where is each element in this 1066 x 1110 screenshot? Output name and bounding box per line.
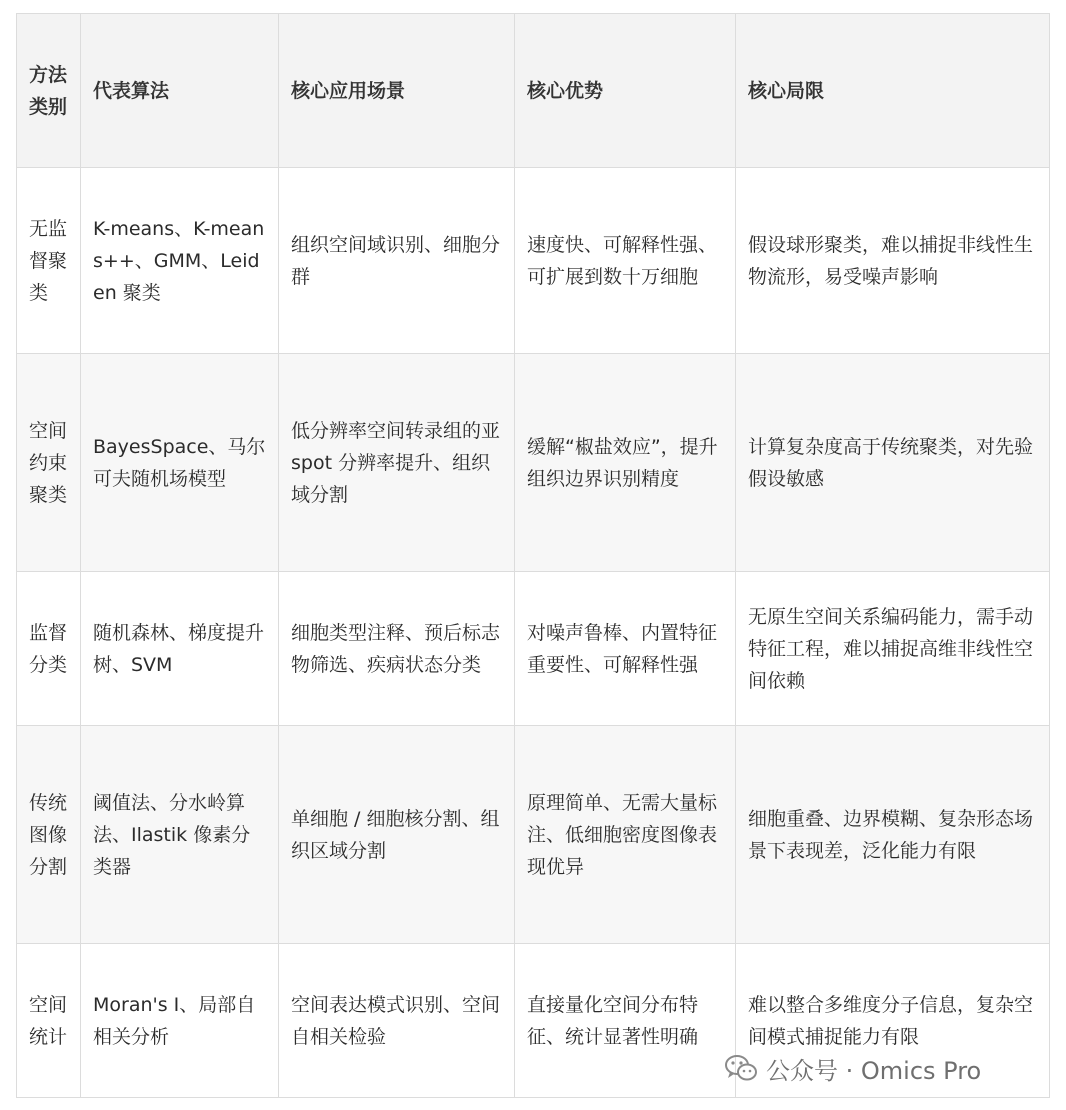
cell-scenarios: 组织空间域识别、细胞分群 — [279, 168, 515, 354]
header-advantages: 核心优势 — [515, 14, 736, 168]
methods-table — [16, 13, 1050, 1098]
cell-category: 监督分类 — [17, 572, 81, 726]
cell-algorithms: Moran's I、局部自相关分析 — [81, 944, 279, 1098]
cell-advantages: 缓解“椒盐效应”，提升组织边界识别精度 — [515, 354, 736, 572]
cell-algorithms: 阈值法、分水岭算法、Ilastik 像素分类器 — [81, 726, 279, 944]
table-row — [17, 726, 1050, 944]
cell-limitations: 无原生空间关系编码能力，需手动特征工程，难以捕捉高维非线性空间依赖 — [736, 572, 1050, 726]
cell-limitations: 难以整合多维度分子信息，复杂空间模式捕捉能力有限 — [736, 944, 1050, 1098]
cell-limitations: 假设球形聚类，难以捕捉非线性生物流形，易受噪声影响 — [736, 168, 1050, 354]
cell-scenarios: 低分辨率空间转录组的亚 spot 分辨率提升、组织域分割 — [279, 354, 515, 572]
cell-category: 空间约束聚类 — [17, 354, 81, 572]
cell-limitations: 计算复杂度高于传统聚类，对先验假设敏感 — [736, 354, 1050, 572]
cell-advantages: 对噪声鲁棒、内置特征重要性、可解释性强 — [515, 572, 736, 726]
table-row — [17, 354, 1050, 572]
cell-category: 空间统计 — [17, 944, 81, 1098]
cell-scenarios: 单细胞 / 细胞核分割、组织区域分割 — [279, 726, 515, 944]
header-category: 方法类别 — [17, 14, 81, 168]
watermark-text: 公众号 · Omics Pro — [766, 1056, 982, 1085]
header-scenarios: 核心应用场景 — [279, 14, 515, 168]
header-algorithms: 代表算法 — [81, 14, 279, 168]
cell-scenarios: 空间表达模式识别、空间自相关检验 — [279, 944, 515, 1098]
cell-scenarios: 细胞类型注释、预后标志物筛选、疾病状态分类 — [279, 572, 515, 726]
cell-limitations: 细胞重叠、边界模糊、复杂形态场景下表现差，泛化能力有限 — [736, 726, 1050, 944]
wechat-icon — [724, 1053, 758, 1083]
cell-algorithms: K-means、K-means++、GMM、Leiden 聚类 — [81, 168, 279, 354]
cell-category: 传统图像分割 — [17, 726, 81, 944]
cell-advantages: 原理简单、无需大量标注、低细胞密度图像表现优异 — [515, 726, 736, 944]
cell-advantages: 直接量化空间分布特征、统计显著性明确 — [515, 944, 736, 1098]
cell-advantages: 速度快、可解释性强、可扩展到数十万细胞 — [515, 168, 736, 354]
table-header-row — [17, 14, 1050, 168]
table-row — [17, 168, 1050, 354]
header-limitations: 核心局限 — [736, 14, 1050, 168]
cell-algorithms: 随机森林、梯度提升树、SVM — [81, 572, 279, 726]
table-row — [17, 572, 1050, 726]
watermark — [724, 1050, 981, 1086]
cell-algorithms: BayesSpace、马尔可夫随机场模型 — [81, 354, 279, 572]
cell-category: 无监督聚类 — [17, 168, 81, 354]
